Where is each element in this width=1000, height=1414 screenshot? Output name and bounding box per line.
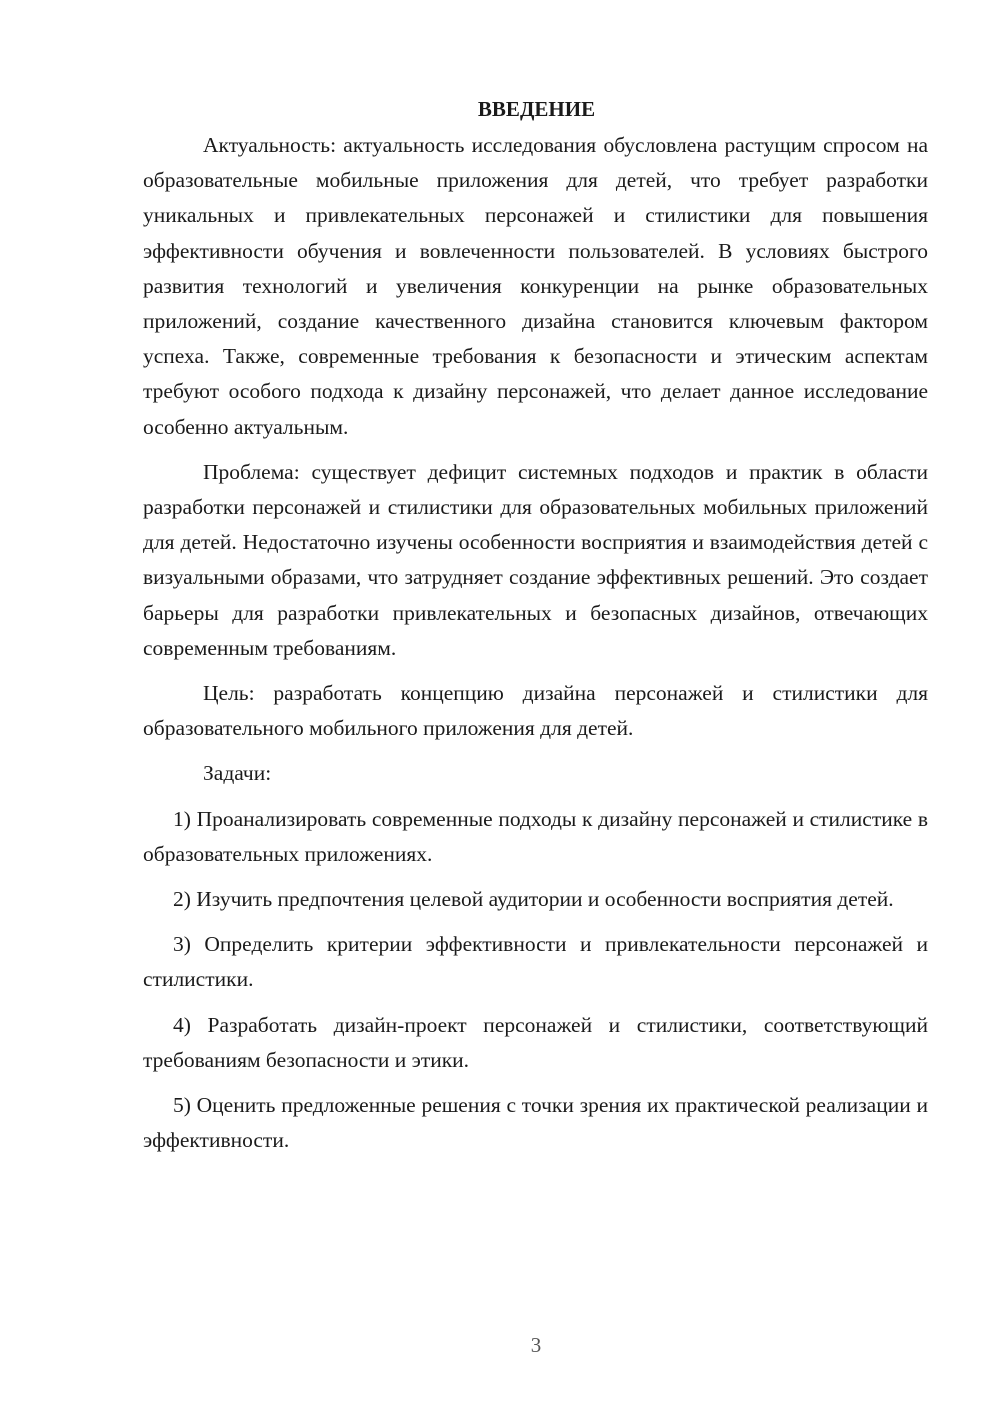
task-item-3: 3) Определить критерии эффективности и привлекательности персонажей и стилистики. <box>143 932 928 992</box>
task-item-5: 5) Оценить предложенные решения с точки зрения их практической реализации и эффективности. <box>143 1093 928 1153</box>
paragraph-relevance: Актуальность: актуальность исследования обусловлена растущим спросом на образовательные мобильные приложения для детей, что требует разработки уникальных и привлекательных персонажей и стилистики для повышения эффективности обучения и вовлеченности пользователей. В условиях быстрого развития технологий и увеличения конкуренции на рынке образовательных приложений, создание качественного дизайна становится ключевым фактором успеха. Также, современные требования к безопасности и этическим аспектам требуют особого подхода к дизайну персонажей, что делает данное исследование особенно актуальным. <box>143 133 928 439</box>
paragraph-goal: Цель: разработать концепцию дизайна персонажей и стилистики для образовательного мобильного приложения для детей. <box>143 681 928 741</box>
task-item-4: 4) Разработать дизайн-проект персонажей и стилистики, соответствующий требованиям безопасности и этики. <box>143 1012 928 1072</box>
task-item-1: 1) Проанализировать современные подходы к дизайну персонажей и стилистике в образовательных приложениях. <box>143 806 928 866</box>
paragraph-problem: Проблема: существует дефицит системных подходов и практик в области разработки персонажей и стилистики для образовательных мобильных приложений для детей. Недостаточно изучены особенности восприятия и взаимодействия детей с визуальными образами, что затрудняет создание эффективных решений. Это создает барьеры для разработки привлекательных и безопасных дизайнов, отвечающих современным требованиям. <box>143 459 928 660</box>
tasks-heading: Задачи: <box>203 761 272 786</box>
page-content <box>143 92 928 1158</box>
section-title: ВВЕДЕНИЕ <box>477 97 596 121</box>
task-item-2: 2) Изучить предпочтения целевой аудитории и особенности восприятия детей. <box>173 887 894 912</box>
page-number: 3 <box>530 1333 542 1357</box>
